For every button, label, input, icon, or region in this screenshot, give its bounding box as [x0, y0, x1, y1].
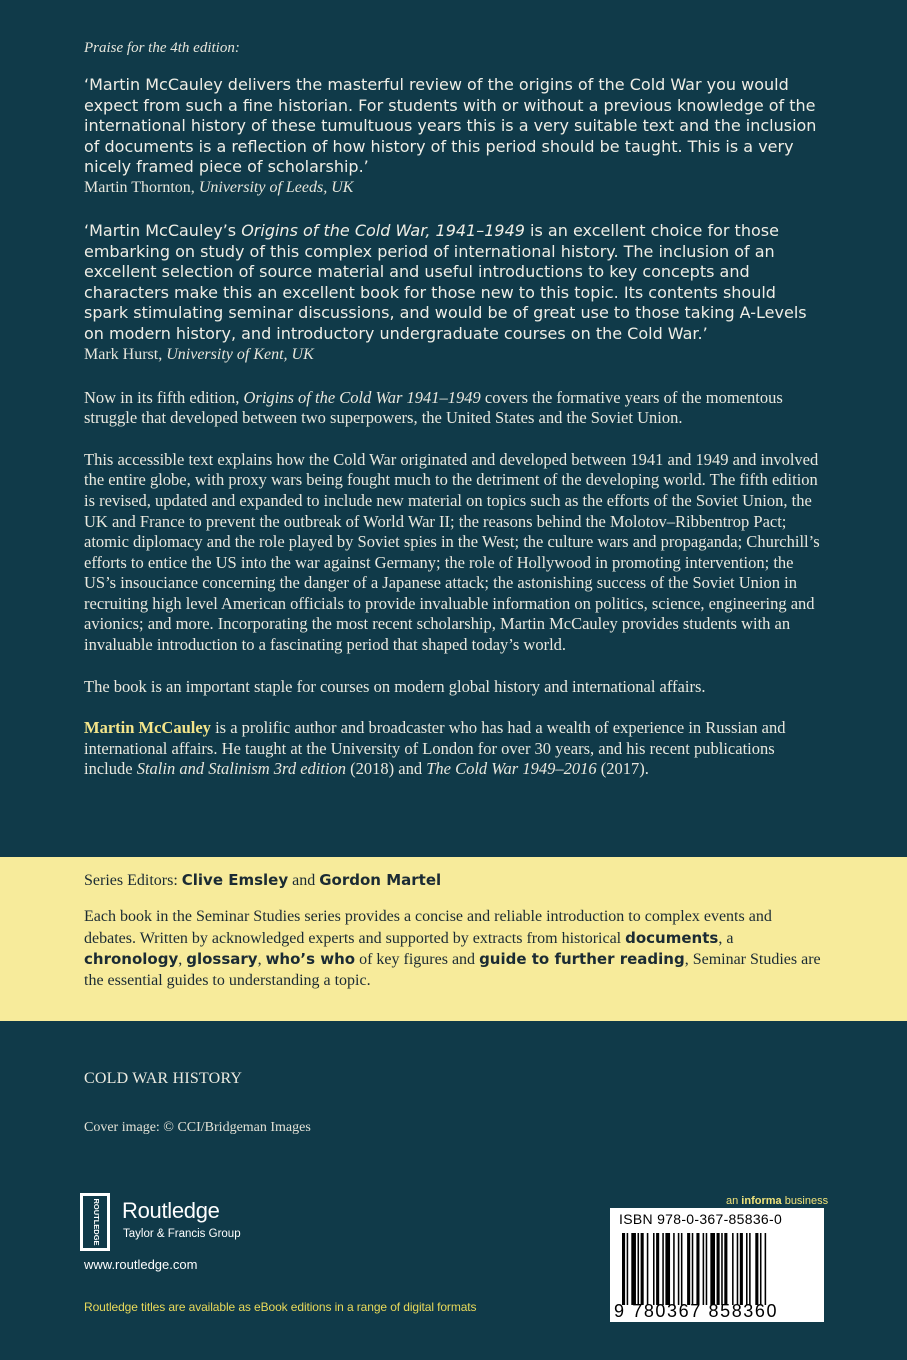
- isbn-barcode: [610, 1208, 824, 1322]
- cover-image-credit: Cover image: © CCI/Bridgeman Images: [84, 1120, 311, 1135]
- barcode-bar: [749, 1233, 751, 1305]
- barcode-bar: [662, 1233, 664, 1305]
- barcode-bar: [692, 1233, 694, 1305]
- barcode-bar: [627, 1233, 629, 1305]
- barcode-bar: [765, 1233, 767, 1305]
- author-name: Martin McCauley: [84, 718, 211, 738]
- review-quote-2: ‘Martin McCauley’s Origins of the Cold War, 1941–1949 is an excellent choice for those embarking on study of this complex period of international history. The inclusion of an excellent selection of source material and useful introductions to key concepts and characters make this an excellent book for those new to this topic. Its contents should spark stimulating seminar discussions, and would be of great use to those taking A-Levels on modern history, and introductory undergraduate courses on the Cold War.’: [84, 220, 807, 343]
- barcode-bar: [622, 1233, 625, 1305]
- svg-text:ROUTLEDGE: ROUTLEDGE: [92, 1198, 102, 1246]
- barcode-bar: [681, 1233, 683, 1305]
- barcode-bar: [740, 1233, 743, 1305]
- description-paragraph-1: Now in its fifth edition, Origins of the Cold War 1941–1949 covers the formative years of the momentous struggle that developed between two superpowers, the United States and the Soviet Union.: [84, 387, 783, 428]
- barcode-bar: [673, 1233, 675, 1305]
- barcode-bar: [703, 1233, 705, 1305]
- barcode-bar: [665, 1233, 670, 1305]
- series-description: Each book in the Seminar Studies series provides a concise and reliable introduction to complex events and debates. Written by acknowledged experts and supported by extracts from historical documents, a chronology, glossary, who’s who of key figures and guide to further reading, Seminar Studies are the essential guides to understanding a topic.: [84, 908, 821, 989]
- barcode-bars: [616, 1233, 820, 1305]
- series-band: [0, 857, 907, 1021]
- barcode-bar: [696, 1233, 699, 1305]
- barcode-bar: [721, 1233, 723, 1305]
- barcode-bar: [678, 1233, 680, 1305]
- ebook-note: Routledge titles are available as eBook editions in a range of digital formats: [84, 1300, 477, 1314]
- barcode-bar: [717, 1233, 720, 1305]
- barcode-bar: [710, 1233, 715, 1305]
- barcode-bar: [638, 1233, 640, 1305]
- barcode-bar: [641, 1233, 644, 1305]
- publisher-website: www.routledge.com: [84, 1257, 198, 1272]
- publisher-group: Taylor & Francis Group: [123, 1228, 241, 1240]
- barcode-bar: [732, 1233, 734, 1305]
- description-paragraph-3: The book is an important staple for courses on modern global history and international affairs.: [84, 676, 706, 696]
- barcode-bar: [755, 1233, 758, 1305]
- review-attribution-2: Mark Hurst, University of Kent, UK: [84, 345, 314, 363]
- barcode-bar: [647, 1233, 649, 1305]
- barcode-bar: [746, 1233, 748, 1305]
- review-quote-1: ‘Martin McCauley delivers the masterful review of the origins of the Cold War you would expect from such a fine historian. For students with or without a previous knowledge of the international history of these tumultuous years this is a very suitable text and the inclusion of documents is a reflection of how history of this period should be taught. This is a very nicely framed piece of scholarship.’: [84, 75, 817, 177]
- barcode-bar: [737, 1233, 739, 1305]
- barcode-bar: [724, 1233, 727, 1305]
- routledge-mark-icon: [80, 1193, 110, 1251]
- barcode-bar: [760, 1233, 762, 1305]
- publisher-name: Routledge: [122, 1198, 220, 1223]
- barcode-bar: [706, 1233, 708, 1305]
- praise-heading: Praise for the 4th edition:: [84, 40, 240, 56]
- back-cover-text: [84, 40, 824, 801]
- barcode-bar: [687, 1233, 690, 1305]
- author-bio: Martin McCauley is a prolific author and broadcaster who has had a wealth of experience in Russian and international affairs. He taught at the University of London for over 30 years, and his recent publications include Stalin and Stalinism 3rd edition (2018) and The Cold War 1949–2016 (2017).: [84, 718, 786, 779]
- review-attribution-1: Martin Thornton, University of Leeds, UK: [84, 178, 354, 196]
- informa-tagline: an informa business: [726, 1195, 829, 1207]
- isbn-number: ISBN 978-0-367-85836-0: [619, 1211, 783, 1227]
- barcode-bar: [656, 1233, 659, 1305]
- barcode-bar: [631, 1233, 636, 1305]
- ean-digits: 9 780367 858360: [614, 1301, 779, 1321]
- series-editors: Series Editors: Clive Emsley and Gordon Martel: [84, 871, 442, 889]
- description-paragraph-2: This accessible text explains how the Cold War originated and developed between 1941 and 1949 and involved the entire globe, with proxy wars being fought much to the detriment of the developing world. The fifth edition is revised, updated and expanded to include new material on topics such as the efforts of the Soviet Union, the UK and France to prevent the outbreak of World War II; the reasons behind the Molotov–Ribbentrop Pact; atomic diplomacy and the role played by Soviet spies in the West; the culture wars and propaganda; Churchill’s efforts to entice the US into the war against Germany; the role of Hollywood in promoting intervention; the US’s insouciance concerning the danger of a Japanese attack; the astonishing success of the Soviet Union in recruiting high level American officials to provide invaluable information on politics, science, engineering and avionics; and more. Incorporating the most recent scholarship, Martin McCauley provides students with an invaluable introduction to a fascinating period that shaped today’s world.: [84, 449, 820, 655]
- barcode-bar: [653, 1233, 655, 1305]
- subject-category: COLD WAR HISTORY: [84, 1070, 243, 1087]
- routledge-logo: [80, 1193, 280, 1253]
